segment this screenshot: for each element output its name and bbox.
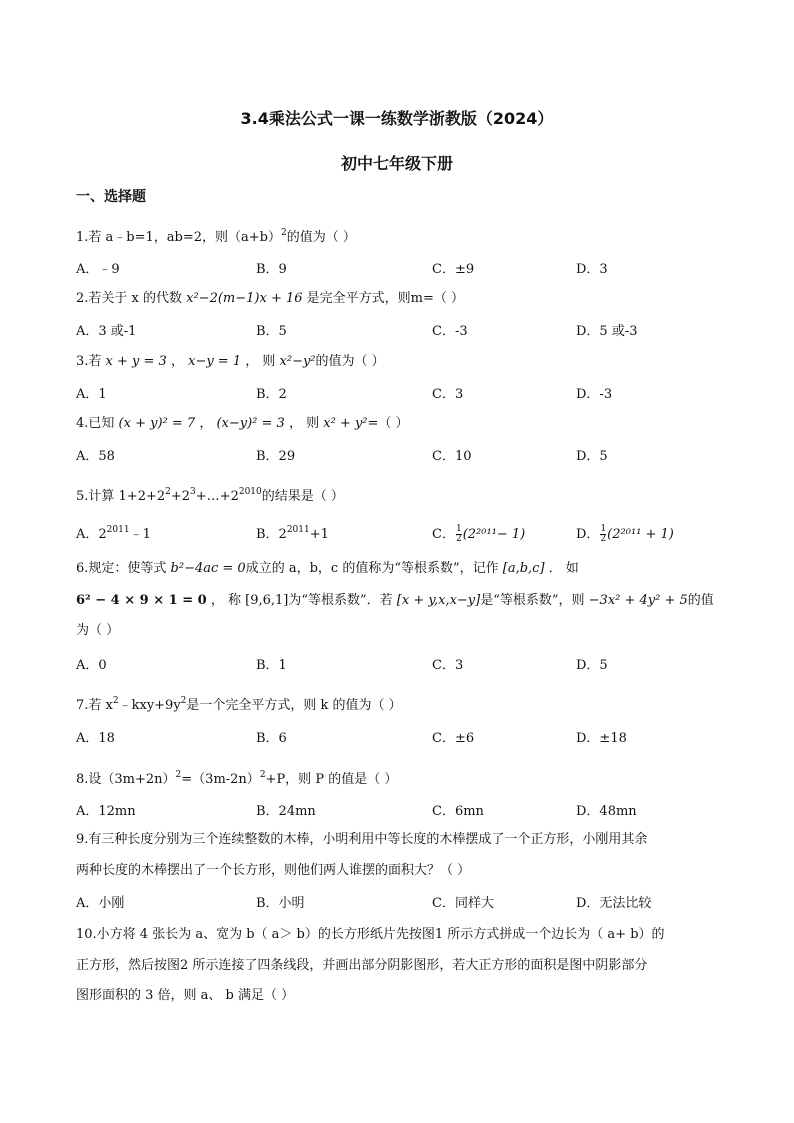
option-a: A．58: [76, 449, 115, 464]
question-9-line-1: 9.有三种长度分别为三个连续整数的木棒，小明利用中等长度的木棒摆成了一个正方形，小刚用其余: [76, 832, 648, 847]
question-7: 7.若 $x^2﹣kxy+9y^2$是一个完全平方式，则 k 的值为（ ）: [76, 696, 402, 713]
option-b: B．6: [256, 731, 287, 746]
option-b: B．5: [256, 324, 287, 339]
option-b: B．24mn: [256, 804, 316, 819]
option-a: A．3 或-1: [76, 324, 137, 339]
question-7-options: [76, 727, 726, 749]
option-a: A．1: [76, 387, 107, 402]
option-d: D．-3: [576, 387, 613, 402]
question-5: 5.计算 $1+2+2^2+2^3+\dots+2^{2010}$的结果是（ ）: [76, 487, 344, 504]
question-8-options: [76, 800, 726, 822]
option-c: C．3: [432, 658, 464, 673]
option-b: B．1: [256, 658, 287, 673]
option-c: C．10: [432, 449, 472, 464]
option-c: C．±9: [432, 262, 475, 277]
option-d: D．±18: [576, 731, 627, 746]
question-1-options: [76, 258, 726, 280]
option-c: C．3: [432, 387, 464, 402]
fraction: $\frac{1}{2}$: [600, 524, 607, 544]
question-6-options: [76, 654, 726, 676]
option-c: C．6mn: [432, 804, 484, 819]
option-d: D．5: [576, 449, 608, 464]
question-5-options: [76, 523, 726, 545]
document-title: 3.4乘法公式一课一练数学浙教版（2024）: [240, 109, 554, 128]
option-b: B．2: [256, 387, 287, 402]
question-8: 8.设$(3m+2n)^2=(3m-2n)^2+P$，则 P 的值是（ ）: [76, 770, 398, 787]
question-4-options: [76, 445, 726, 467]
question-10-line-1: 10.小方将 4 张长为 a、宽为 b（ a＞ b）的长方形纸片先按图1 所示方式拼成一个边长为（ a+ b）的: [76, 927, 665, 942]
option-d: D．5 或-3: [576, 324, 638, 339]
option-b: B．$2^{2011}+1$: [256, 525, 329, 542]
option-d: D．3: [576, 262, 608, 277]
question-10-line-3: 图形面积的 3 倍，则 a、 b 满足（ ）: [76, 988, 295, 1003]
option-a: A．0: [76, 658, 107, 673]
option-c: C． $\frac{1}{2}$ (2²⁰¹¹− 1): [432, 524, 526, 544]
option-a: A．18: [76, 731, 115, 746]
section-heading: 一、选择题: [76, 189, 146, 205]
question-4: 4.已知 (x + y)² = 7 ， (x−y)² = 3 ， 则 x² + y²=（ ）: [76, 416, 409, 431]
option-d: D．5: [576, 658, 608, 673]
question-6-line-2: 6² − 4 × 9 × 1 = 0 ， 称 [9,6,1]为“等根系数”．若 [x + y,x,x−y]是“等根系数”，则 −3x² + 4y² + 5的值: [76, 593, 714, 608]
option-b: B．9: [256, 262, 287, 277]
document-subtitle: 初中七年级下册: [340, 154, 453, 173]
question-6-line-3: 为（ ）: [76, 623, 120, 638]
question-10-line-2: 正方形，然后按图2 所示连接了四条线段，并画出部分阴影图形，若大正方形的面积是图中阴影部分: [76, 958, 648, 973]
question-2-options: [76, 320, 726, 342]
option-b: B．29: [256, 449, 296, 464]
question-9-options: [76, 892, 726, 914]
question-6-line-1: 6.规定：使等式 b²−4ac = 0成立的 a，b，c 的值称为“等根系数”，记作 [a,b,c] ． 如: [76, 561, 579, 576]
option-a: A．小刚: [76, 896, 125, 911]
question-1: 1.若 a﹣b=1，ab=2，则$(a+b)^2$的值为（ ）: [76, 228, 356, 245]
question-3-options: [76, 383, 726, 405]
option-a: A．12mn: [76, 804, 136, 819]
question-3: 3.若 x + y = 3 ， x−y = 1 ， 则 x²−y²的值为（ ）: [76, 354, 385, 369]
option-d: D．无法比较: [576, 896, 652, 911]
fraction: $\frac{1}{2}$: [455, 524, 462, 544]
option-a: A．$2^{2011}﹣1$: [76, 525, 151, 542]
option-c: C．同样大: [432, 896, 494, 911]
option-d: D． $\frac{1}{2}$ (2²⁰¹¹ + 1): [576, 524, 674, 544]
option-d: D．48mn: [576, 804, 637, 819]
option-b: B．小明: [256, 896, 305, 911]
option-c: C．-3: [432, 324, 468, 339]
question-2: 2.若关于 x 的代数 x²−2(m−1)x + 16 是完全平方式，则m=（ ）: [76, 291, 465, 306]
question-9-line-2: 两种长度的木棒摆出了一个长方形，则他们两人谁摆的面积大？（ ）: [76, 863, 471, 878]
option-a: A．﹣9: [76, 262, 120, 277]
option-c: C．±6: [432, 731, 475, 746]
